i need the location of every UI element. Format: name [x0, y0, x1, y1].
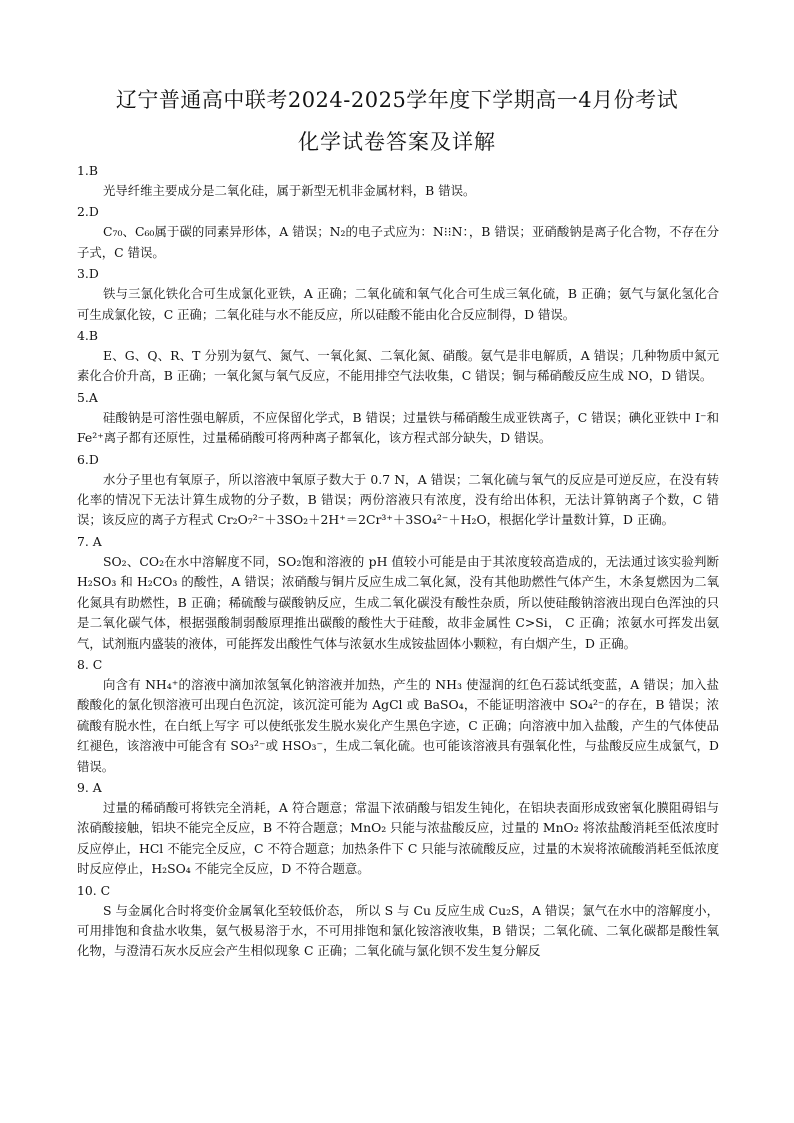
answer-number: 6.D: [77, 451, 99, 467]
answer-item-5: [77, 388, 719, 449]
answer-item-6: [77, 450, 719, 531]
answer-item-7: [77, 532, 719, 654]
answer-number: 3.D: [77, 266, 99, 282]
answer-number: 2.D: [77, 204, 99, 220]
answer-number: 10. C: [77, 882, 111, 898]
answer-number: 8. C: [77, 656, 103, 672]
answer-explanation: 过量的稀硝酸可将铁完全消耗，A 符合题意；常温下浓硝酸与铝发生钝化，在铝块表面形成致密氧化膜阻碍铝与浓硝酸接触，铝块不能完全反应，B 不符合题意；MnO₂ 只能与浓盐酸反应，过量的 MnO₂ 将浓盐酸消耗至低浓度时反应停止，HCl 不能完全反应，C 不符合题意；加热条件下 C 只能与浓硫酸反应，过量的木炭将浓硫酸消耗至低浓度时反应停止，H₂SO₄ 不能完全反应，D 不符合题意。: [77, 799, 719, 877]
answer-explanation: S 与金属化合时将变价金属氧化至较低价态， 所以 S 与 Cu 反应生成 Cu₂S，A 错误；氯气在水中的溶解度小，可用排饱和食盐水收集，氨气极易溶于水，不可用排饱和氯化铵溶液收集，B 错误；二氧化硫、二氧化碳都是酸性氧化物，与澄清石灰水反应会产生相似现象 C 正确；二氧化硫与氯化钡不发生复分解反: [77, 902, 719, 959]
answer-item-3: [77, 264, 719, 325]
answer-explanation: E、G、Q、R、T 分别为氨气、氮气、一氧化氮、二氧化氮、硝酸。氨气是非电解质，A 错误；几种物质中氮元素化合价升高，B 正确；一氧化氮与氧气反应，不能用排空气法收集，C 错误；铜与稀硝酸反应生成 NO，D 错误。: [77, 348, 719, 384]
answer-item-4: [77, 326, 719, 387]
answer-explanation: 硅酸钠是可溶性强电解质，不应保留化学式，B 错误；过量铁与稀硝酸生成亚铁离子，C 错误；碘化亚铁中 I⁻和 Fe²⁺离子都有还原性，过量稀硝酸可将两种离子都氧化，该方程式部分缺失，D 错误。: [77, 409, 719, 446]
answer-number: 7. A: [77, 533, 102, 549]
answer-explanation: C₇₀、C₆₀属于碳的同素异形体，A 错误；N₂的电子式应为：N⁝⁝N：，B 错误；亚硝酸钠是离子化合物，不存在分子式，C 错误。: [77, 224, 719, 260]
answer-item-2: [77, 202, 719, 263]
page-subtitle: 化学试卷答案及详解: [298, 130, 496, 154]
answer-number: 5.A: [77, 389, 98, 405]
answer-list: [77, 160, 719, 962]
answer-number: 1.B: [77, 163, 98, 178]
answer-explanation: SO₂、CO₂在水中溶解度不同，SO₂饱和溶液的 pH 值较小可能是由于其浓度较高造成的，无法通过该实验判断 H₂SO₃ 和 H₂CO₃ 的酸性，A 错误；浓硝酸与铜片反应生成二氧化氮，没有其他助燃性气体产生，木条复燃因为二氧化氮具有助燃性，B 正确；稀硫酸与碳酸钠反应，生成二氧化碳没有酸性杂质，所以使硅酸钠溶液出现白色浑浊的只是二氧化碳气体，根据强酸制弱酸原理推出碳酸的酸性大于硅酸，故非金属性 C>Si， C 正确；浓氨水可挥发出氨气，试剂瓶内盛装的液体，可能挥发出酸性气体与浓氨水生成铵盐固体小颗粒，有白烟产生，D 正确。: [77, 553, 719, 651]
answer-item-9: [77, 778, 719, 880]
answer-explanation: 光导纤维主要成分是二氧化硅，属于新型无机非金属材料，B 错误。: [103, 183, 476, 198]
answer-explanation: 向含有 NH₄⁺的溶液中滴加浓氢氧化钠溶液并加热，产生的 NH₃ 使湿润的红色石蕊试纸变蓝，A 错误；加入盐酸酸化的氯化钡溶液可出现白色沉淀，该沉淀可能为 AgCl 或 BaSO₄，不能证明溶液中 SO₄²⁻的存在，B 错误；浓硫酸有脱水性，在白纸上写字 可以使纸张发生脱水炭化产生黑色字迹，C 正确；向溶液中加入盐酸，产生的气体使品红褪色，该溶液中可能含有 SO₃²⁻或 HSO₃⁻，生成二氧化硫。也可能该溶液具有强氧化性，与盐酸反应生成氯气，D 错误。: [77, 676, 719, 774]
page-title: 辽宁普通高中联考2024-2025学年度下学期高一4月份考试: [115, 88, 679, 112]
answer-explanation: 铁与三氯化铁化合可生成氯化亚铁，A 正确；二氧化硫和氧气化合可生成三氧化硫，B 正确；氨气与氯化氢化合可生成氯化铵，C 正确；二氧化硅与水不能反应，所以硅酸不能由化合反应制得，D 错误。: [77, 286, 719, 322]
answer-number: 4.B: [77, 328, 98, 344]
answer-number: 9. A: [77, 779, 102, 795]
answer-item-8: [77, 655, 719, 777]
answer-item-1: [77, 161, 719, 201]
answer-item-10: [77, 881, 719, 962]
answer-explanation: 水分子里也有氧原子，所以溶液中氧原子数大于 0.7 N，A 错误；二氧化硫与氧气的反应是可逆反应，在没有转化率的情况下无法计算生成物的分子数，B 错误；两份溶液只有浓度，没有给出体积，无法计算钠离子个数，C 错误；该反应的离子方程式 Cr₂O₇²⁻＋3SO₂＋2H⁺＝2Cr³⁺＋3SO₄²⁻＋H₂O，根据化学计量数计算，D 正确。: [77, 471, 719, 528]
